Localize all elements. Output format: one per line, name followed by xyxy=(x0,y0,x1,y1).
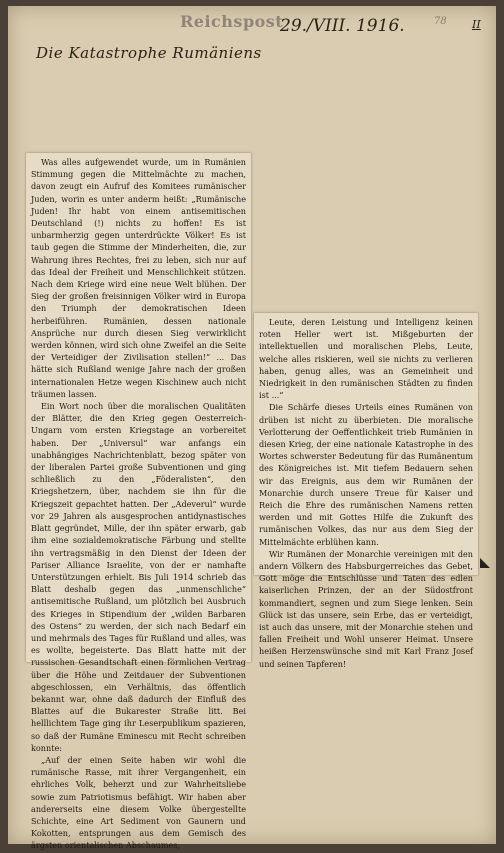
roman-numeral: II xyxy=(472,18,481,31)
newspaper-clipping-left xyxy=(26,153,251,851)
clipping-paragraph: Was alles aufgewendet wurde, um in Rumänien Stimmung gegen die Mittelmächte zu machen, davon zeugt ein Aufruf des Komitees rumänischer Juden, worin es unter anderm heißt: „Rumänische Juden! Ihr habt von einem antisemitischen Deutschland (!) nichts zu hoffen! Es ist unbarmherzig gegen unterdrückte Völker! Es ist taub gegen die Stimme der Minderheiten, die, zur Wahrung ihres Rechtes, frei zu leben, sich nur auf das Ideal der Freiheit und Menschlichkeit stützen. Nach dem Kriege wird eine neue Welt blühen. Der Sieg der großen freisinnigen Völker wird in Europa den Triumph der demokratischen Ideen herbeiführen. Rumänien, dessen nationale Ansprüche nur durch diesen Sieg verwirklicht werden können, wird sich ohne Zweifel an die Seite der Verteidiger der Zivilisation stellen!“ ... Das hätte sich Rußland wenige Jahre nach der großen internationalen Hetze wegen Kischinew auch nicht träumen lassen. xyxy=(31,157,246,399)
page-fold-corner xyxy=(480,558,490,568)
handwritten-date: 29./VIII. 1916. xyxy=(280,16,405,36)
clipping-paragraph: Die Schärfe dieses Urteils eines Rumänen von drüben ist nicht zu überbieten. Die moralische Verlotterung der Oeffentlichkeit trieb Rumänien in diesen Krieg, der eine nationale Katastrophe in des Wortes schwerster Bedeutung für das Rumänentum des Königreiches ist. Mit tiefem Bedauern sehen wir das Ereignis, aus dem wir Rumänen der Monarchie durch unsere Treue für Kaiser und Reich die Ehre des rumänischen Namens retten werden und mit Gottes Hilfe die Zukunft des rumänischen Volkes, das nur aus dem Sieg der Mittelmächte erblühen kann. xyxy=(259,402,473,547)
newspaper-stamp: Reichspost xyxy=(180,12,284,31)
archive-number: 78 xyxy=(434,16,447,27)
clipping-paragraph: „Auf der einen Seite haben wir wohl die rumänische Rasse, mit ihrer Vergangenheit, ein ehrliches Volk, beherzt und zur Wahrheitsliebe sowie zum Patriotismus befähigt. Wir haben aber andererseits eine diesem Volke übergestellte Schichte, eine Art Sediment von Gaunern und Kokotten, entsprungen aus dem Gemisch des ärgsten orientalischen Abschaumes, xyxy=(31,754,246,851)
clipping-paragraph: Leute, deren Leistung und Intelligenz keinen roten Heller wert ist. Mißgeburten der intellektuellen und moralischen Plebs, Leute, welche alles riskieren, weil sie nichts zu verlieren haben, genug alles, was an Gemeinheit und Niedrigkeit in den rumänischen Städten zu finden ist ...“ xyxy=(259,317,473,401)
newspaper-clipping-right xyxy=(254,313,478,669)
clipping-paragraph: Ein Wort noch über die moralischen Qualitäten der Blätter, die den Krieg gegen Oesterreich-Ungarn vom ersten Kriegstage an vorbereitet haben. Der „Universul“ war anfangs ein unabhängiges Nachrichtenblatt, bezog später von der liberalen Partei große Subventionen und ging schließlich zu den „Föderalisten“, den Kriegshetzern, über, nachdem sie ihn für die Kriegszeit gepachtet hatten. Der „Adeverul“ wurde vor 29 Jahren als ausgesprochen antidynastisches Blatt gegründet, Mille, der ihn später erwarb, gab ihm eine sozialdemokratische Färbung und stellte ihn vertragsmäßig in den Dienst der Ideen der Pariser Alliance Israelite, von der er namhafte Unterstützungen erhielt. Bis Juli 1914 schrieb das Blatt deshalb gegen das „unmenschliche“ antisemitische Rußland, um plötzlich bei Ausbruch des Krieges in Stipendium der „wilden Barbaren des Ostens“ zu werden, der sich nach Bedarf ein und mehrmals des Tages für Rußland und alles, was es wollte, begeisterte. Das Blatt hatte mit der russischen Gesandtschaft einen förmlichen Vertrag über die Höhe und Zeitdauer der Subventionen abgeschlossen, ein Verhältnis, das öffentlich bekannt war, ohne daß dadurch der Einfluß des Blattes auf die Bukarester Straße litt. Bei helllichtem Tage ging ihr Leserpublikum spazieren, so daß der Rumäne Eminescu mit Recht schreiben konnte: xyxy=(31,401,246,753)
handwritten-heading: Die Katastrophe Rumäniens xyxy=(36,44,262,62)
clipping-paragraph: Wir Rumänen der Monarchie vereinigen mit den andern Völkern des Habsburgerreiches das Gebet, Gott möge die Entschlüsse und Taten des edlen kaiserlichen Prinzen, der an der Südostfront kommandiert, segnen und zum Siege lenken. Sein Glück ist das unsere, sein Erbe, das er verteidigt, ist auch das unsere, mit der Monarchie stehen und fallen Freiheit und Wohl unserer Heimat. Unsere heißen Herzenswünsche sind mit Karl Franz Josef und seinen Tapferen! xyxy=(259,548,473,669)
